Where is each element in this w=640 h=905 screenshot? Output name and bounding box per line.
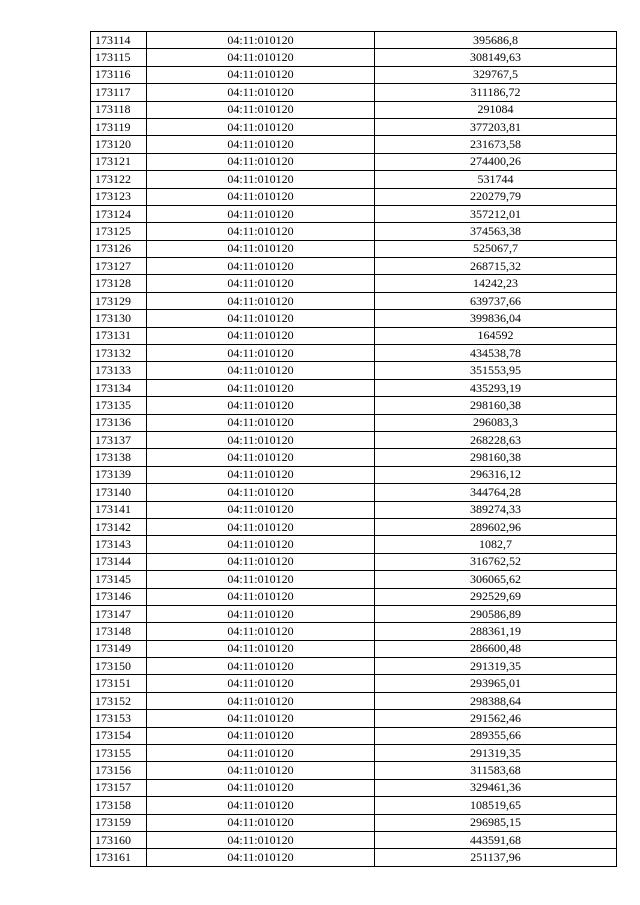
row-id-cell: 173153 [91,710,147,727]
row-code-cell: 04:11:010120 [147,397,375,414]
row-id-cell: 173124 [91,205,147,222]
row-code-cell: 04:11:010120 [147,727,375,744]
row-id-cell: 173134 [91,379,147,396]
row-code-cell: 04:11:010120 [147,849,375,866]
row-id-cell: 173155 [91,745,147,762]
row-id-cell: 173123 [91,188,147,205]
row-value-cell: 288361,19 [375,623,617,640]
row-value-cell: 292529,69 [375,588,617,605]
row-code-cell: 04:11:010120 [147,292,375,309]
row-value-cell: 286600,48 [375,640,617,657]
row-code-cell: 04:11:010120 [147,605,375,622]
row-code-cell: 04:11:010120 [147,710,375,727]
table-row [91,553,617,570]
row-code-cell: 04:11:010120 [147,32,375,49]
table-row [91,136,617,153]
row-value-cell: 291562,46 [375,710,617,727]
row-code-cell: 04:11:010120 [147,205,375,222]
data-table [90,31,617,867]
row-code-cell: 04:11:010120 [147,345,375,362]
row-code-cell: 04:11:010120 [147,431,375,448]
row-id-cell: 173125 [91,223,147,240]
row-value-cell: 296083,3 [375,414,617,431]
row-id-cell: 173150 [91,658,147,675]
row-id-cell: 173141 [91,501,147,518]
row-value-cell: 434538,78 [375,345,617,362]
table-row [91,205,617,222]
row-value-cell: 164592 [375,327,617,344]
table-row [91,32,617,49]
table-row [91,240,617,257]
row-code-cell: 04:11:010120 [147,118,375,135]
table-row [91,814,617,831]
row-value-cell: 268228,63 [375,431,617,448]
row-id-cell: 173115 [91,49,147,66]
row-id-cell: 173157 [91,779,147,796]
table-row [91,675,617,692]
row-id-cell: 173146 [91,588,147,605]
row-code-cell: 04:11:010120 [147,275,375,292]
row-value-cell: 329461,36 [375,779,617,796]
row-id-cell: 173147 [91,605,147,622]
row-id-cell: 173152 [91,692,147,709]
row-code-cell: 04:11:010120 [147,571,375,588]
row-id-cell: 173130 [91,310,147,327]
row-id-cell: 173131 [91,327,147,344]
row-id-cell: 173144 [91,553,147,570]
row-code-cell: 04:11:010120 [147,466,375,483]
row-code-cell: 04:11:010120 [147,797,375,814]
row-value-cell: 296985,15 [375,814,617,831]
row-value-cell: 308149,63 [375,49,617,66]
row-value-cell: 639737,66 [375,292,617,309]
table-row [91,779,617,796]
row-code-cell: 04:11:010120 [147,414,375,431]
table-row [91,345,617,362]
row-code-cell: 04:11:010120 [147,675,375,692]
table-row [91,397,617,414]
table-row [91,605,617,622]
row-id-cell: 173142 [91,518,147,535]
row-id-cell: 173140 [91,484,147,501]
row-value-cell: 298160,38 [375,449,617,466]
row-id-cell: 173136 [91,414,147,431]
row-id-cell: 173143 [91,536,147,553]
row-code-cell: 04:11:010120 [147,449,375,466]
row-value-cell: 220279,79 [375,188,617,205]
table-row [91,658,617,675]
table-row [91,49,617,66]
row-value-cell: 298388,64 [375,692,617,709]
row-value-cell: 296316,12 [375,466,617,483]
row-id-cell: 173161 [91,849,147,866]
row-id-cell: 173128 [91,275,147,292]
row-value-cell: 108519,65 [375,797,617,814]
row-value-cell: 389274,33 [375,501,617,518]
table-row [91,727,617,744]
row-code-cell: 04:11:010120 [147,153,375,170]
table-row [91,518,617,535]
row-value-cell: 525067,7 [375,240,617,257]
table-row [91,66,617,83]
row-value-cell: 291084 [375,101,617,118]
table-row [91,536,617,553]
table-row [91,831,617,848]
table-row [91,362,617,379]
row-value-cell: 231673,58 [375,136,617,153]
row-id-cell: 173114 [91,32,147,49]
row-value-cell: 374563,38 [375,223,617,240]
row-value-cell: 291319,35 [375,658,617,675]
table-row [91,849,617,866]
table-row [91,692,617,709]
row-id-cell: 173120 [91,136,147,153]
row-code-cell: 04:11:010120 [147,136,375,153]
row-id-cell: 173119 [91,118,147,135]
row-value-cell: 251137,96 [375,849,617,866]
row-code-cell: 04:11:010120 [147,223,375,240]
row-code-cell: 04:11:010120 [147,101,375,118]
row-value-cell: 289355,66 [375,727,617,744]
table-row [91,484,617,501]
row-code-cell: 04:11:010120 [147,814,375,831]
row-value-cell: 344764,28 [375,484,617,501]
table-row [91,449,617,466]
row-id-cell: 173129 [91,292,147,309]
table-row [91,710,617,727]
row-code-cell: 04:11:010120 [147,258,375,275]
row-id-cell: 173135 [91,397,147,414]
row-value-cell: 316762,52 [375,553,617,570]
row-code-cell: 04:11:010120 [147,692,375,709]
row-id-cell: 173151 [91,675,147,692]
table-row [91,101,617,118]
row-code-cell: 04:11:010120 [147,831,375,848]
row-id-cell: 173138 [91,449,147,466]
row-value-cell: 290586,89 [375,605,617,622]
row-value-cell: 14242,23 [375,275,617,292]
row-value-cell: 357212,01 [375,205,617,222]
table-row [91,258,617,275]
row-value-cell: 268715,32 [375,258,617,275]
row-value-cell: 399836,04 [375,310,617,327]
table-row [91,588,617,605]
row-value-cell: 395686,8 [375,32,617,49]
table-row [91,327,617,344]
table-row [91,466,617,483]
row-id-cell: 173159 [91,814,147,831]
row-code-cell: 04:11:010120 [147,327,375,344]
row-code-cell: 04:11:010120 [147,658,375,675]
row-value-cell: 329767,5 [375,66,617,83]
row-code-cell: 04:11:010120 [147,501,375,518]
row-code-cell: 04:11:010120 [147,379,375,396]
row-code-cell: 04:11:010120 [147,762,375,779]
row-id-cell: 173121 [91,153,147,170]
table-row [91,275,617,292]
row-id-cell: 173158 [91,797,147,814]
row-id-cell: 173118 [91,101,147,118]
row-id-cell: 173139 [91,466,147,483]
row-id-cell: 173149 [91,640,147,657]
table-row [91,292,617,309]
table-row [91,310,617,327]
row-code-cell: 04:11:010120 [147,553,375,570]
row-id-cell: 173116 [91,66,147,83]
row-value-cell: 289602,96 [375,518,617,535]
table-row [91,84,617,101]
row-id-cell: 173154 [91,727,147,744]
table-row [91,571,617,588]
row-code-cell: 04:11:010120 [147,49,375,66]
table-row [91,118,617,135]
table-row [91,171,617,188]
row-code-cell: 04:11:010120 [147,518,375,535]
row-code-cell: 04:11:010120 [147,536,375,553]
row-id-cell: 173145 [91,571,147,588]
row-code-cell: 04:11:010120 [147,84,375,101]
row-code-cell: 04:11:010120 [147,745,375,762]
row-code-cell: 04:11:010120 [147,188,375,205]
row-code-cell: 04:11:010120 [147,171,375,188]
row-code-cell: 04:11:010120 [147,640,375,657]
row-value-cell: 311186,72 [375,84,617,101]
table-row [91,501,617,518]
row-id-cell: 173122 [91,171,147,188]
row-id-cell: 173126 [91,240,147,257]
table-row [91,431,617,448]
table-row [91,188,617,205]
row-code-cell: 04:11:010120 [147,623,375,640]
row-value-cell: 291319,35 [375,745,617,762]
row-value-cell: 351553,95 [375,362,617,379]
table-row [91,414,617,431]
table-body [91,32,617,867]
row-id-cell: 173137 [91,431,147,448]
row-id-cell: 173160 [91,831,147,848]
row-value-cell: 274400,26 [375,153,617,170]
row-value-cell: 377203,81 [375,118,617,135]
row-value-cell: 443591,68 [375,831,617,848]
row-id-cell: 173117 [91,84,147,101]
table-row [91,379,617,396]
table-row [91,153,617,170]
row-code-cell: 04:11:010120 [147,588,375,605]
row-code-cell: 04:11:010120 [147,310,375,327]
row-value-cell: 293965,01 [375,675,617,692]
table-row [91,797,617,814]
row-id-cell: 173132 [91,345,147,362]
row-value-cell: 1082,7 [375,536,617,553]
row-value-cell: 298160,38 [375,397,617,414]
row-value-cell: 306065,62 [375,571,617,588]
row-code-cell: 04:11:010120 [147,484,375,501]
row-id-cell: 173133 [91,362,147,379]
table-row [91,762,617,779]
table-row [91,223,617,240]
row-code-cell: 04:11:010120 [147,240,375,257]
row-code-cell: 04:11:010120 [147,362,375,379]
row-id-cell: 173148 [91,623,147,640]
row-code-cell: 04:11:010120 [147,779,375,796]
row-value-cell: 311583,68 [375,762,617,779]
row-value-cell: 435293,19 [375,379,617,396]
table-row [91,623,617,640]
row-code-cell: 04:11:010120 [147,66,375,83]
table-row [91,640,617,657]
row-id-cell: 173127 [91,258,147,275]
row-id-cell: 173156 [91,762,147,779]
row-value-cell: 531744 [375,171,617,188]
table-row [91,745,617,762]
